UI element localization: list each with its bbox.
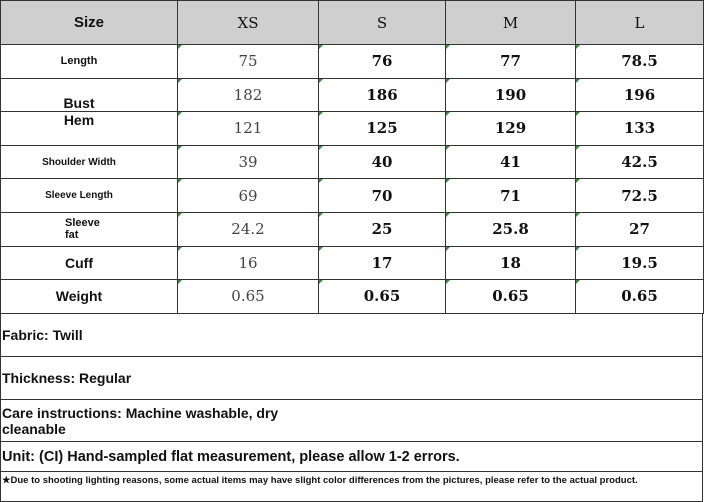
unit-note: Unit: (CI) Hand-sampled flat measurement, please allow 1-2 errors. xyxy=(1,441,702,471)
cell-length-xs: 75 xyxy=(178,45,319,79)
row-label-cuff: Cuff xyxy=(1,246,178,280)
cell-bust-m: 190 xyxy=(446,78,576,112)
care-instructions-note xyxy=(1,399,702,441)
table-header-row xyxy=(1,1,704,45)
cell-sleeve-length-m: 71 xyxy=(446,179,576,213)
table-row xyxy=(1,112,704,146)
table-row xyxy=(1,145,704,179)
care-instructions-text: Care instructions: Machine washable, dry cleanable xyxy=(2,404,279,437)
cell-weight-l: 0.65 xyxy=(576,280,704,314)
header-l: L xyxy=(576,1,704,45)
cell-bust-xs: 182 xyxy=(178,78,319,112)
header-xs: XS xyxy=(178,1,319,45)
header-size: Size xyxy=(1,1,178,45)
cell-sleeve-fat-m: 25.8 xyxy=(446,212,576,246)
cell-cuff-s: 17 xyxy=(319,246,446,280)
cell-sleeve-length-l: 72.5 xyxy=(576,179,704,213)
cell-hem-s: 125 xyxy=(319,112,446,146)
cell-shoulder-xs: 39 xyxy=(178,145,319,179)
cell-bust-s: 186 xyxy=(319,78,446,112)
cell-shoulder-m: 41 xyxy=(446,145,576,179)
cell-cuff-m: 18 xyxy=(446,246,576,280)
table-row xyxy=(1,280,704,314)
cell-sleeve-fat-xs: 24.2 xyxy=(178,212,319,246)
cell-sleeve-length-xs: 69 xyxy=(178,179,319,213)
cell-weight-s: 0.65 xyxy=(319,280,446,314)
table-row xyxy=(1,212,704,246)
sleeve-fat-label-text: Sleeve fat xyxy=(65,217,100,242)
thickness-note: Thickness: Regular xyxy=(1,356,702,399)
row-label-bust: Bust xyxy=(1,78,178,112)
cell-length-m: 77 xyxy=(446,45,576,79)
cell-sleeve-length-s: 70 xyxy=(319,179,446,213)
row-label-shoulder-width: Shoulder Width xyxy=(1,145,178,179)
product-notes xyxy=(0,313,703,502)
cell-shoulder-l: 42.5 xyxy=(576,145,704,179)
cell-weight-m: 0.65 xyxy=(446,280,576,314)
row-label-length: Length xyxy=(1,45,178,79)
cell-cuff-xs: 16 xyxy=(178,246,319,280)
cell-hem-l: 133 xyxy=(576,112,704,146)
cell-sleeve-fat-l: 27 xyxy=(576,212,704,246)
row-label-weight: Weight xyxy=(1,280,178,314)
cell-hem-m: 129 xyxy=(446,112,576,146)
color-disclaimer-note: ★Due to shooting lighting reasons, some actual items may have slight color differences from the pictures, please refer to the actual product. xyxy=(1,471,702,501)
table-row xyxy=(1,78,704,112)
row-label-sleeve-fat xyxy=(1,212,178,246)
table-row xyxy=(1,246,704,280)
header-s: S xyxy=(319,1,446,45)
cell-sleeve-fat-s: 25 xyxy=(319,212,446,246)
cell-shoulder-s: 40 xyxy=(319,145,446,179)
cell-bust-l: 196 xyxy=(576,78,704,112)
cell-cuff-l: 19.5 xyxy=(576,246,704,280)
fabric-note: Fabric: Twill xyxy=(1,313,702,356)
cell-hem-xs: 121 xyxy=(178,112,319,146)
table-row xyxy=(1,45,704,79)
header-m: M xyxy=(446,1,576,45)
row-label-sleeve-length: Sleeve Length xyxy=(1,179,178,213)
table-row xyxy=(1,179,704,213)
cell-length-l: 78.5 xyxy=(576,45,704,79)
row-label-hem: Hem xyxy=(1,112,178,146)
cell-weight-xs: 0.65 xyxy=(178,280,319,314)
cell-length-s: 76 xyxy=(319,45,446,79)
